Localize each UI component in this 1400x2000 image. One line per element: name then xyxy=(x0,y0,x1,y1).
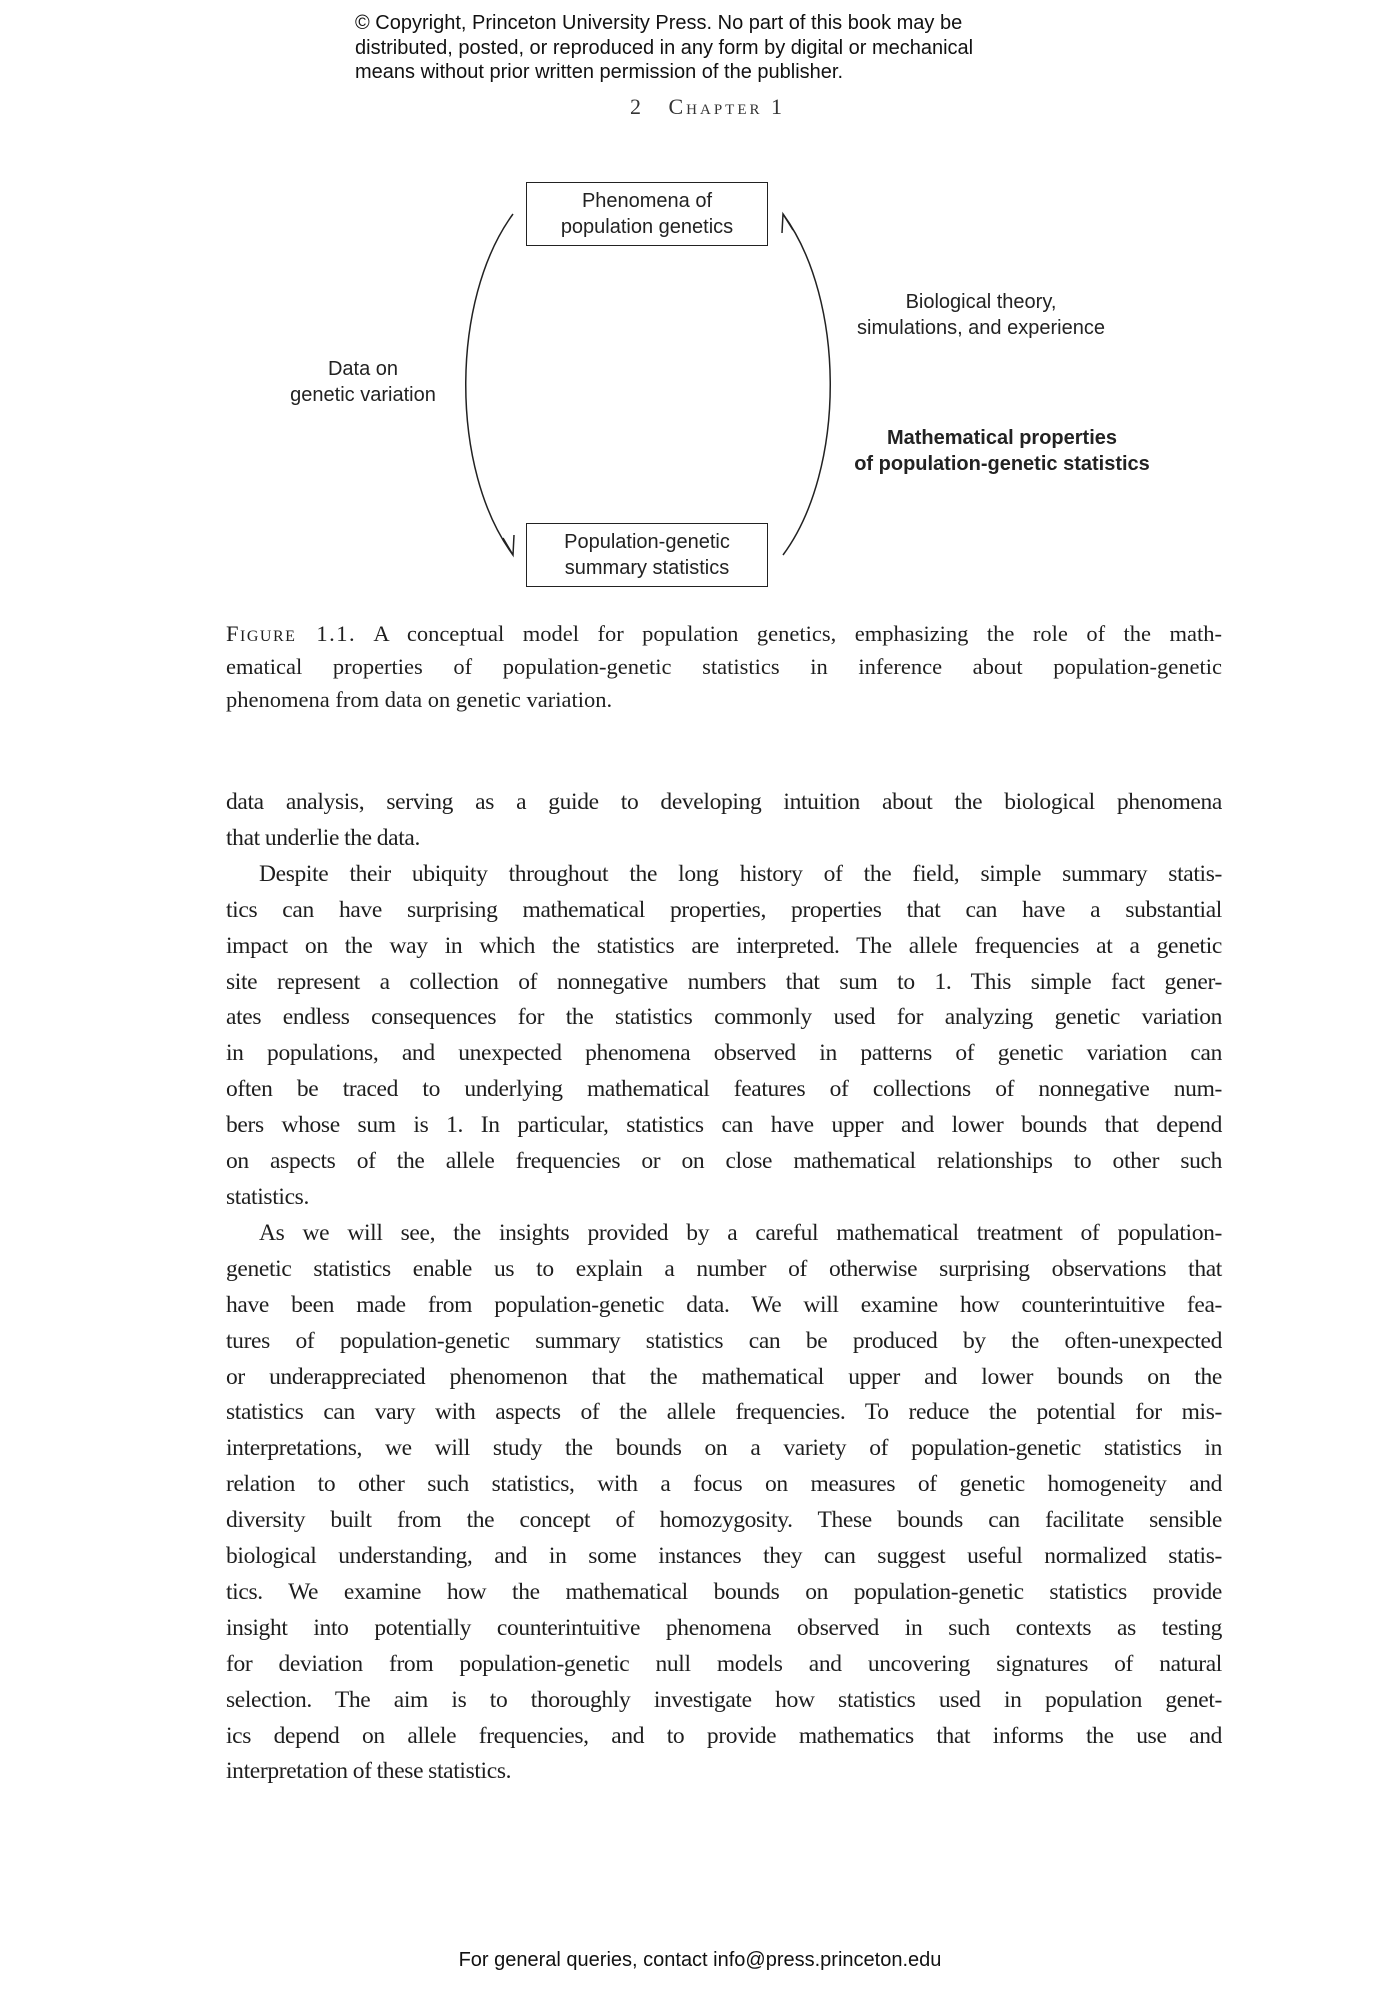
body-line: tures of population-genetic summary statistics can be produced by the often-unexpected xyxy=(226,1327,1222,1354)
summary-statistics-box-line: Population-genetic xyxy=(564,531,730,553)
body-line: tics can have surprising mathematical properties, properties that can have a substantial xyxy=(226,896,1222,923)
caption-line: ematical properties of population-genetic statistics in inference about population-genetic xyxy=(226,654,1222,679)
body-line: statistics. xyxy=(226,1183,309,1210)
data-on-genetic-variation-label xyxy=(263,356,463,408)
body-line: biological understanding, and in some instances they can suggest useful normalized statis- xyxy=(226,1543,1222,1570)
footer-contact: For general queries, contact info@press.princeton.edu xyxy=(458,1949,942,1971)
label-line: of population-genetic statistics xyxy=(854,453,1150,475)
copyright-line: © Copyright, Princeton University Press. No part of this book may be xyxy=(355,12,963,34)
summary-statistics-box xyxy=(526,523,768,587)
figure-caption xyxy=(226,617,1222,716)
body-line: selection. The aim is to thoroughly investigate how statistics used in population genet- xyxy=(226,1686,1222,1713)
body-line: ics depend on allele frequencies, and to provide mathematics that informs the use and xyxy=(226,1722,1222,1749)
body-line: interpretation of these statistics. xyxy=(226,1758,512,1785)
copyright-line: means without prior written permission of the publisher. xyxy=(355,61,844,83)
body-line: often be traced to underlying mathematical features of collections of nonnegative num- xyxy=(226,1076,1222,1103)
phenomena-box-line: Phenomena of xyxy=(581,190,713,212)
caption-text: A conceptual model for population genetics, emphasizing the role of the math- xyxy=(356,621,1222,646)
body-line: in populations, and unexpected phenomena observed in patterns of genetic variation can xyxy=(226,1040,1222,1067)
body-line: genetic statistics enable us to explain a number of otherwise surprising observations that xyxy=(226,1255,1222,1282)
mathematical-properties-label xyxy=(832,425,1172,477)
body-line: insight into potentially counterintuitive phenomena observed in such contexts as testing xyxy=(226,1614,1222,1641)
body-line: relation to other such statistics, with a focus on measures of genetic homogeneity and xyxy=(226,1471,1222,1498)
page-number: 2 xyxy=(630,94,641,119)
body-line: site represent a collection of nonnegative numbers that sum to 1. This simple fact gener- xyxy=(226,968,1222,995)
copyright-notice xyxy=(355,11,1075,85)
body-line: impact on the way in which the statistics are interpreted. The allele frequencies at a genetic xyxy=(226,932,1222,959)
right-arrow-arc xyxy=(783,214,830,555)
label-line: simulations, and experience xyxy=(857,317,1105,339)
figure-number-label: Figure 1.1. xyxy=(226,621,357,646)
figure-diagram xyxy=(0,0,1400,620)
body-line: interpretations, we will study the bounds on a variety of population-genetic statistics in xyxy=(226,1435,1222,1462)
chapter-label: Chapter 1 xyxy=(668,94,786,119)
summary-statistics-box-line: summary statistics xyxy=(564,557,730,579)
left-arrowhead-icon xyxy=(503,535,514,555)
body-line: or underappreciated phenomenon that the mathematical upper and lower bounds on the xyxy=(226,1363,1222,1390)
phenomena-box xyxy=(526,182,768,246)
body-line: for deviation from population-genetic null models and uncovering signatures of natural xyxy=(226,1650,1222,1677)
label-line: Mathematical properties xyxy=(886,427,1118,449)
body-line: on aspects of the allele frequencies or on close mathematical relationships to other such xyxy=(226,1148,1222,1175)
label-line: Data on xyxy=(327,358,399,380)
body-line: ates endless consequences for the statistics commonly used for analyzing genetic variation xyxy=(226,1004,1222,1031)
body-line: As we will see, the insights provided by a careful mathematical treatment of population- xyxy=(259,1219,1222,1246)
body-line: statistics can vary with aspects of the allele frequencies. To reduce the potential for mis- xyxy=(226,1399,1222,1426)
copyright-line: distributed, posted, or reproduced in any form by digital or mechanical xyxy=(355,36,974,59)
caption-line xyxy=(226,617,1222,650)
label-line: genetic variation xyxy=(290,384,436,406)
body-line: have been made from population-genetic data. We will examine how counterintuitive fea- xyxy=(226,1291,1222,1318)
label-line: Biological theory, xyxy=(905,291,1057,313)
phenomena-box-line: population genetics xyxy=(560,216,734,238)
running-head xyxy=(630,94,785,120)
biological-theory-label xyxy=(841,289,1121,341)
left-arrow-arc xyxy=(466,214,513,555)
body-line: diversity built from the concept of homozygosity. These bounds can facilitate sensible xyxy=(226,1507,1222,1534)
body-line: Despite their ubiquity throughout the long history of the field, simple summary statis- xyxy=(259,860,1222,887)
body-text xyxy=(226,785,1222,1790)
body-line: bers whose sum is 1. In particular, statistics can have upper and lower bounds that depend xyxy=(226,1112,1222,1139)
body-line: tics. We examine how the mathematical bounds on population-genetic statistics provide xyxy=(226,1578,1222,1605)
body-line: that underlie the data. xyxy=(226,824,421,851)
caption-line: phenomena from data on genetic variation. xyxy=(226,687,613,712)
right-arrowhead-icon xyxy=(782,214,793,233)
body-line: data analysis, serving as a guide to developing intuition about the biological phenomena xyxy=(226,789,1222,815)
